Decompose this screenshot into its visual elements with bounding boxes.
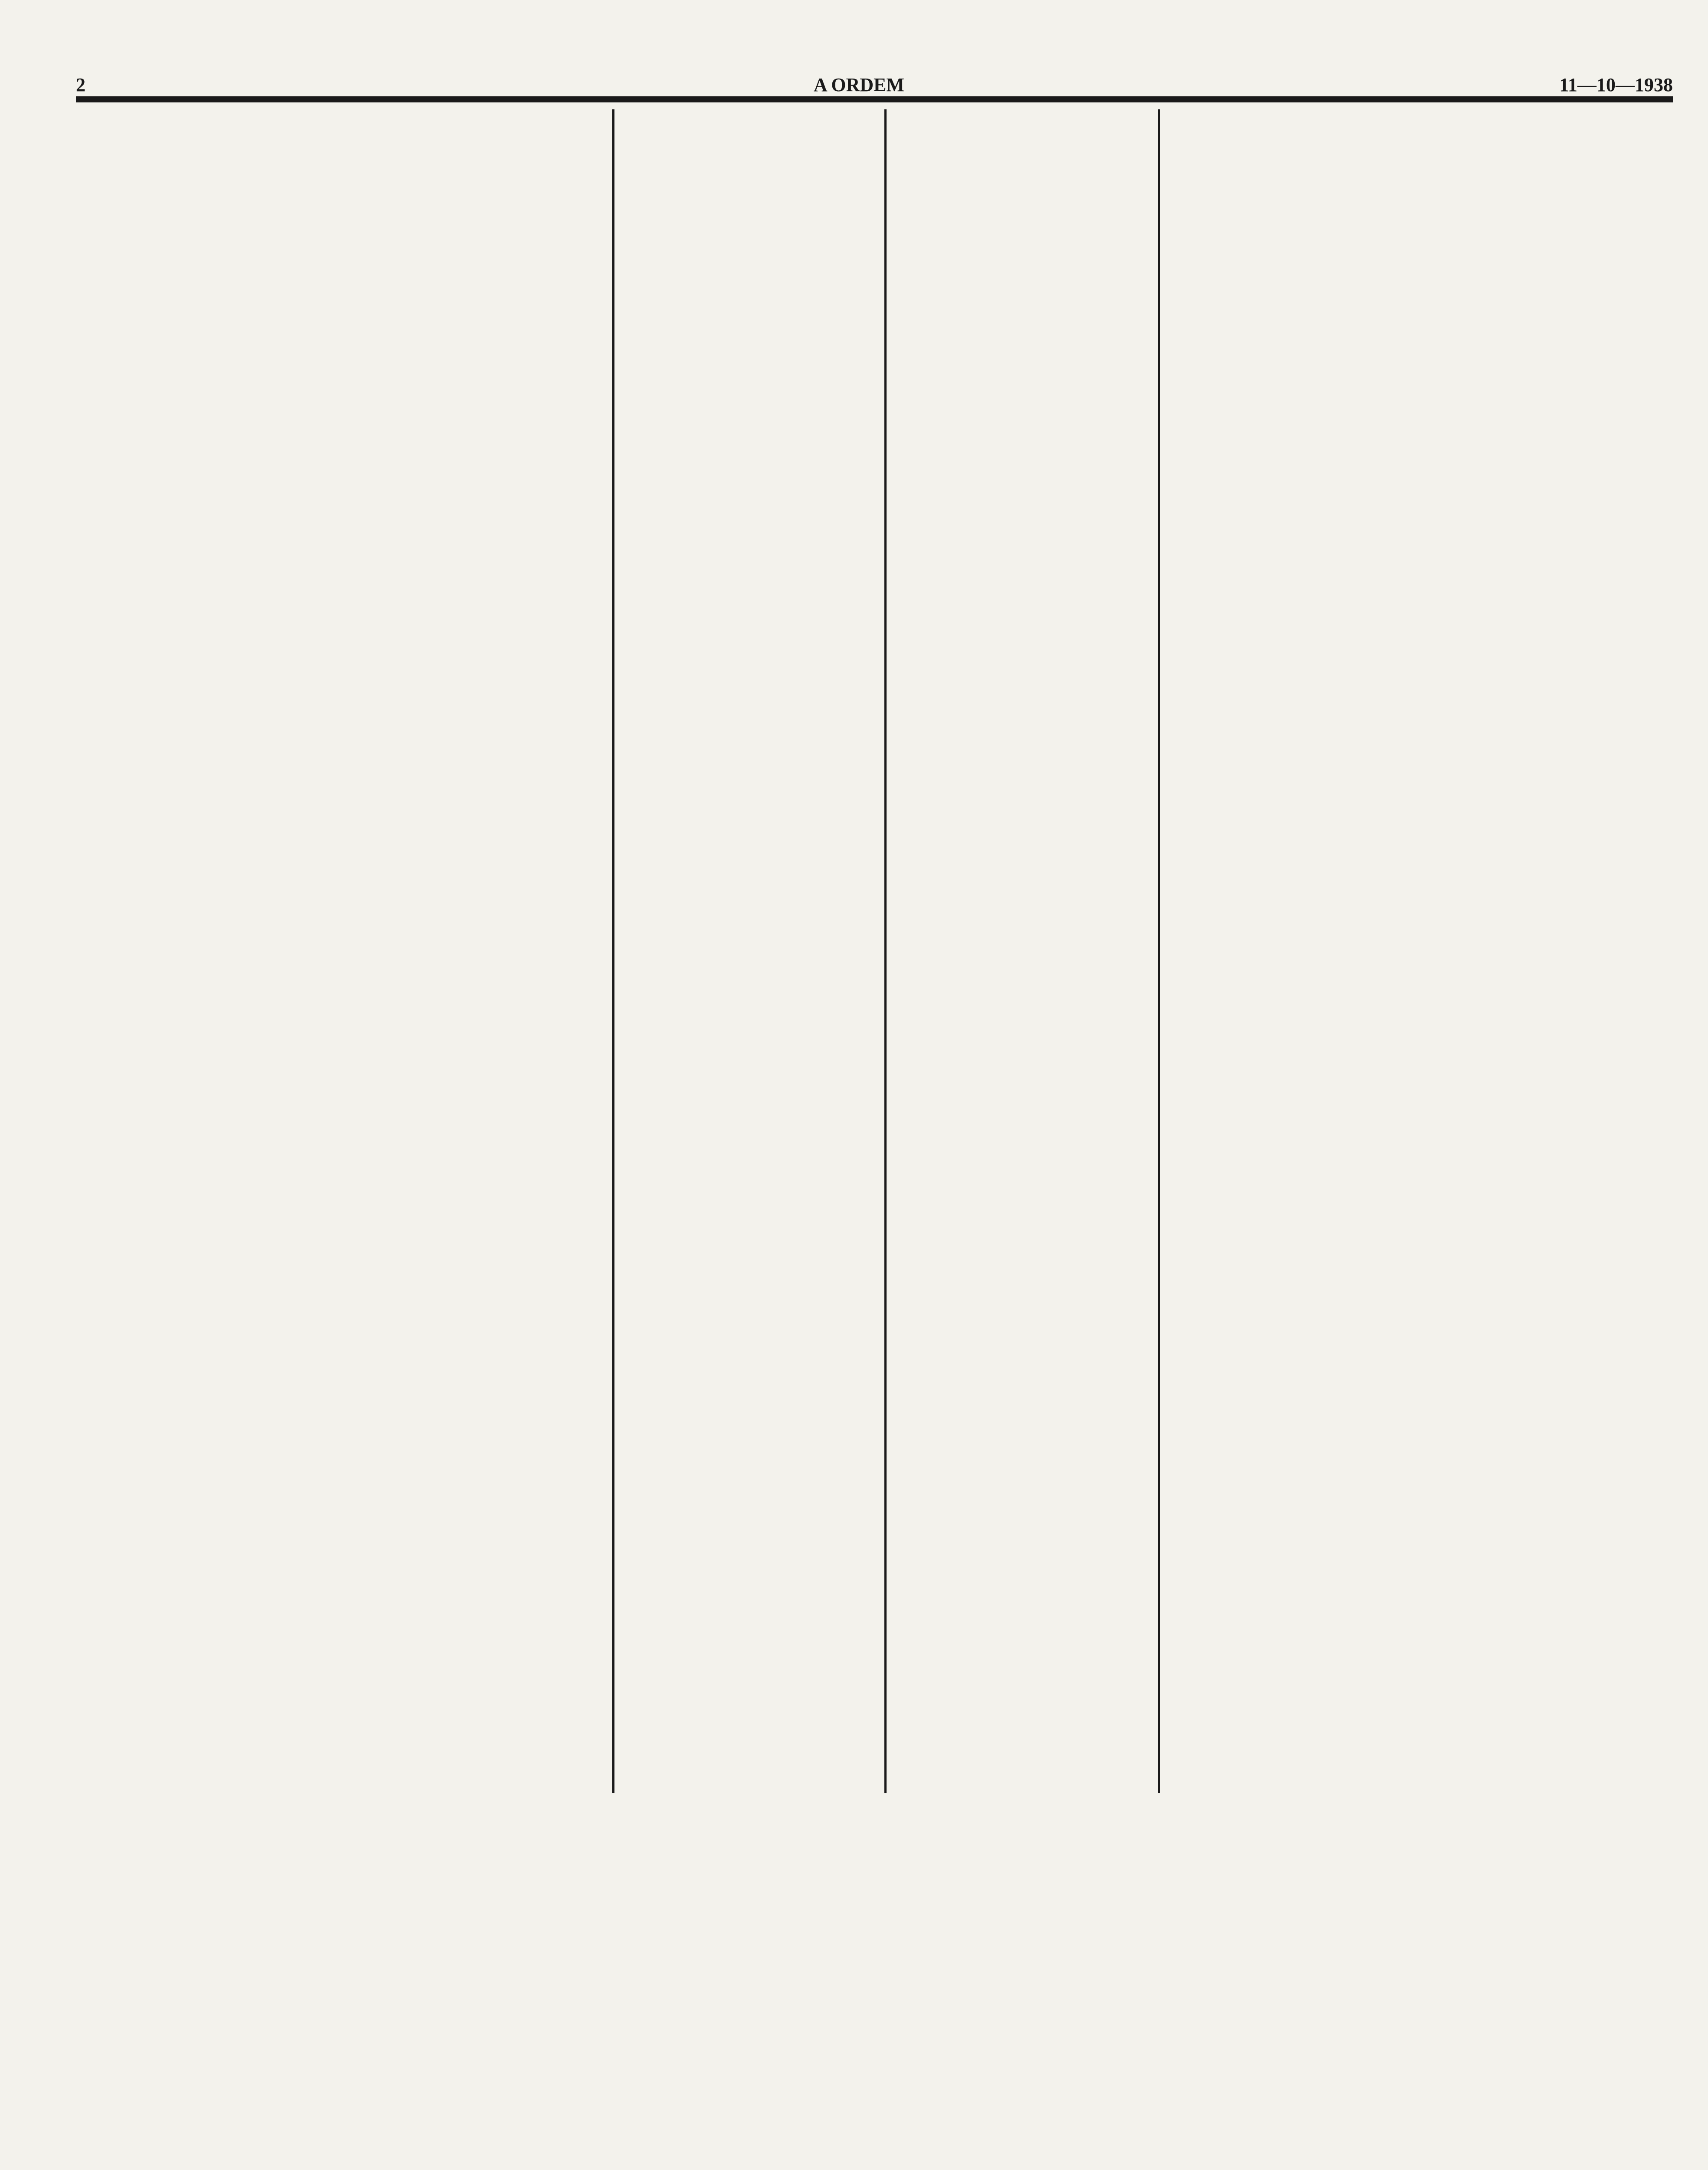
- masthead: [76, 74, 1673, 94]
- column-rule: [1158, 109, 1160, 1793]
- column-rule: [612, 109, 614, 1793]
- masthead-rule: [76, 96, 1673, 102]
- issue-date: 11—10—1938: [1559, 74, 1673, 95]
- page-number: 2: [76, 74, 85, 95]
- newspaper-name: A ORDEM: [814, 74, 904, 95]
- column-rule: [884, 109, 887, 1793]
